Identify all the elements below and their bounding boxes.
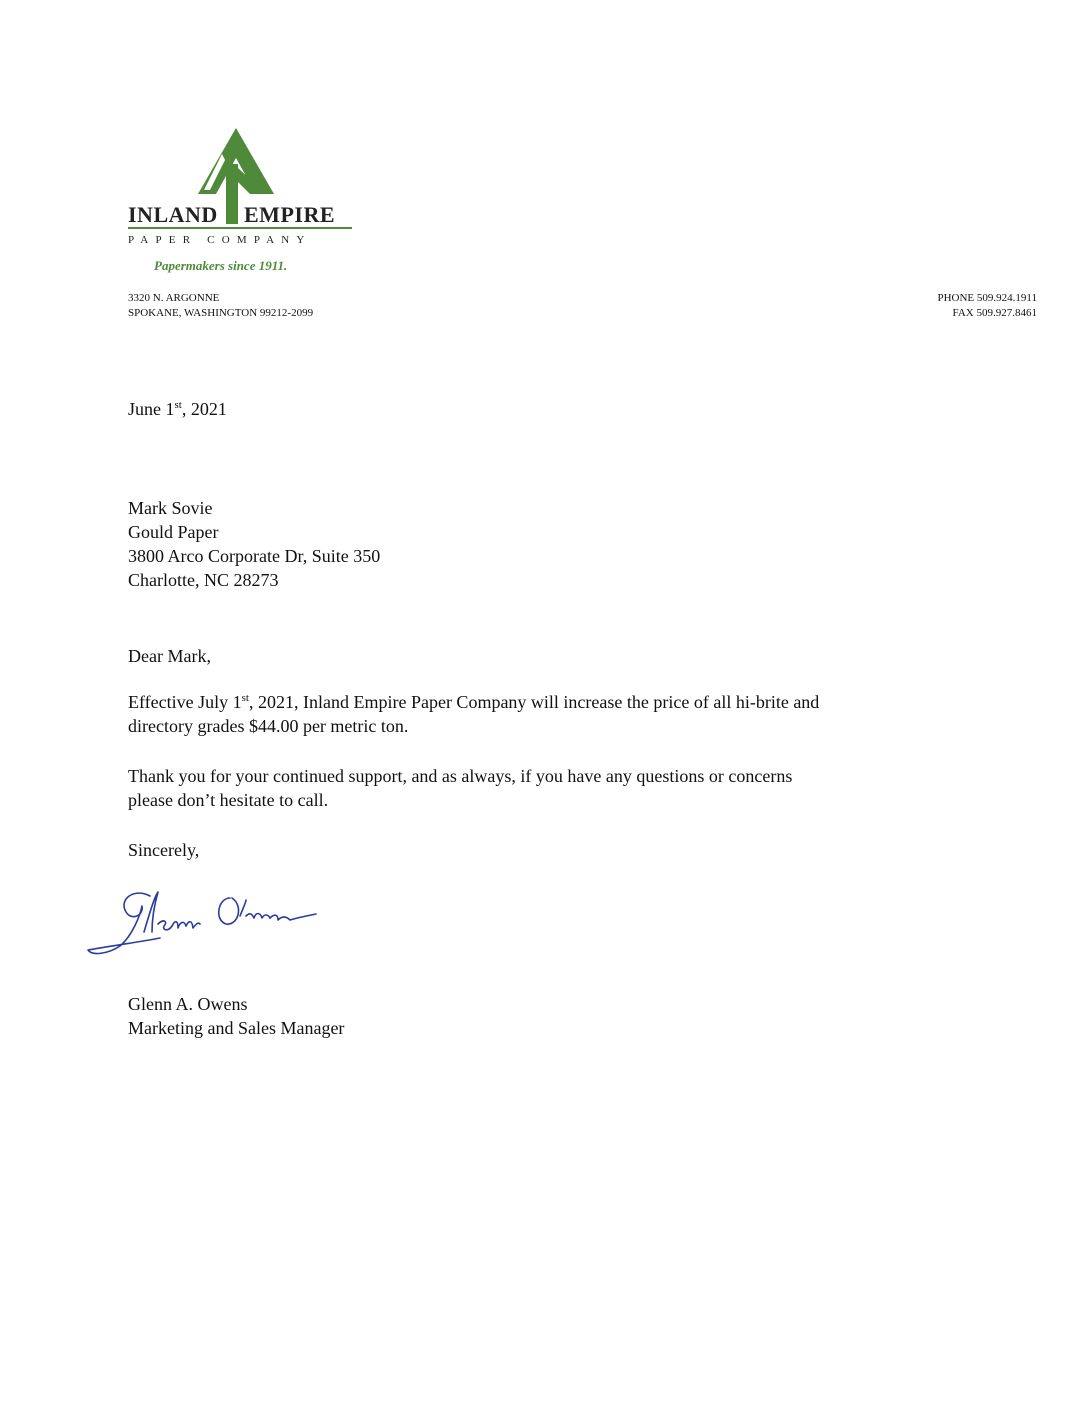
signer-name: Glenn A. Owens [128,994,248,1014]
closing: Sincerely, [128,840,200,860]
recipient-company: Gould Paper [128,522,219,542]
company-address [128,291,313,321]
tagline: Papermakers since 1911. [154,258,288,273]
date-year: , 2021 [181,399,227,419]
salutation: Dear Mark, [128,646,211,666]
recipient-city: Charlotte, NC 28273 [128,570,279,590]
paragraph-price-increase [128,690,819,738]
signer-title: Marketing and Sales Manager [128,1018,345,1038]
paragraph-1-line-1: Effective July 1st, 2021, Inland Empire Paper Company will increase the price of all hi-brite and [128,692,820,712]
fax-number: FAX 509.927.8461 [952,307,1037,319]
paragraph-1-line-2: directory grades $44.00 per metric ton. [128,716,409,736]
date-month: June 1 [128,399,175,419]
brand-subtitle: PAPER COMPANY [128,234,312,246]
address-line-1: 3320 N. ARGONNE [128,292,220,304]
signer-block [128,992,344,1040]
brand-name-right: EMPIRE [244,202,335,227]
letter-date [128,397,227,421]
company-logo [126,124,356,274]
handwritten-signature [80,876,340,966]
phone-number: PHONE 509.924.1911 [937,292,1037,304]
address-line-2: SPOKANE, WASHINGTON 99212-2099 [128,307,314,319]
company-contact [937,291,1037,321]
brand-name-left: INLAND [128,202,218,227]
recipient-name: Mark Sovie [128,498,213,518]
paragraph-2-line-1: Thank you for your continued support, and as always, if you have any questions or concerns [128,766,793,786]
paragraph-thanks [128,764,792,812]
recipient-street: 3800 Arco Corporate Dr, Suite 350 [128,546,381,566]
date-suffix: st [174,399,182,411]
paragraph-2-line-2: please don’t hesitate to call. [128,790,329,810]
tree-logo-icon [126,124,356,274]
recipient-block [128,496,380,592]
